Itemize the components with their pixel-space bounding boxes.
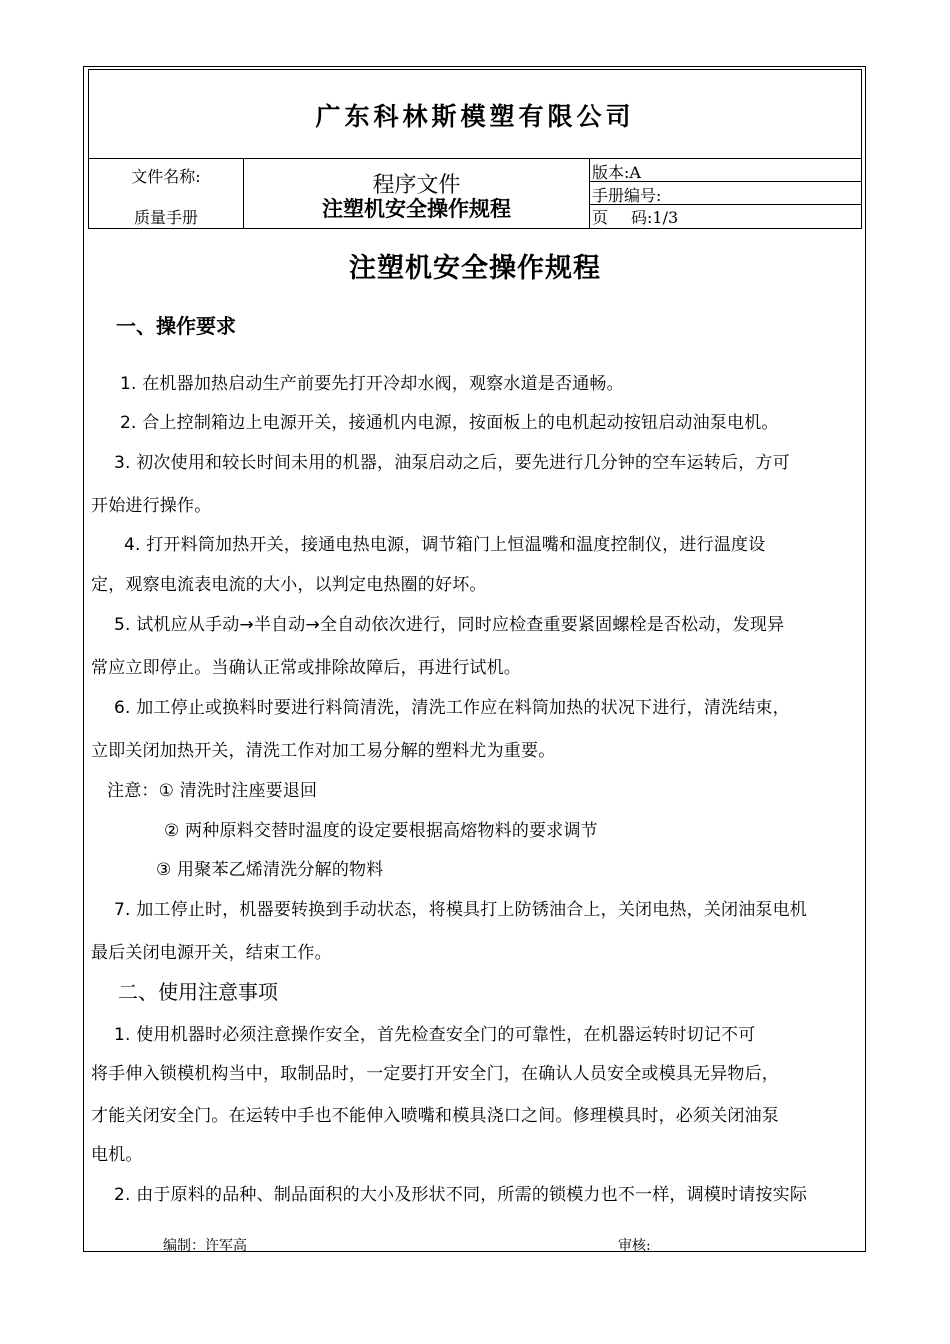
file-name-label: 文件名称:	[131, 167, 201, 186]
file-name-value: 质量手册	[133, 208, 198, 227]
doc-type: 程序文件	[372, 173, 461, 198]
section1-line: 立即关闭加热开关，清洗工作对加工易分解的塑料尤为重要。	[91, 741, 556, 761]
section1-line: 2. 合上控制箱边上电源开关，接通机内电源，按面板上的电机起动按钮启动油泵电机。	[120, 413, 779, 433]
section1-line: 4. 打开料筒加热开关，接通电热电源，调节箱门上恒温嘴和温度控制仪，进行温度设	[124, 535, 766, 555]
note-item: ③ 用聚苯乙烯清洗分解的物料	[156, 860, 384, 880]
section1-line: 3. 初次使用和较长时间未用的机器，油泵启动之后，要先进行几分钟的空车运转后，方可	[114, 453, 790, 473]
footer-reviewer: 审核:	[618, 1238, 651, 1254]
company-name: 广东科林斯模塑有限公司	[315, 101, 635, 131]
document-title: 注塑机安全操作规程	[349, 253, 601, 284]
section1-line: 定，观察电流表电流的大小，以判定电热圈的好坏。	[91, 575, 487, 595]
page-code: 码:1/3	[631, 208, 679, 227]
section2-line: 将手伸入锁模机构当中，取制品时，一定要打开安全门，在确认人员安全或模具无异物后，	[91, 1064, 779, 1084]
note-item: ② 两种原料交替时温度的设定要根据高熔物料的要求调节	[164, 821, 598, 841]
section1-line: 6. 加工停止或换料时要进行料筒清洗，清洗工作应在料筒加热的状况下进行，清洗结束，	[114, 698, 790, 718]
section2-line: 才能关闭安全门。在运转中手也不能伸入喷嘴和模具浇口之间。修理模具时，必须关闭油泵	[91, 1106, 779, 1126]
section2-line: 2. 由于原料的品种、制品面积的大小及形状不同，所需的锁模力也不一样，调模时请按实际	[114, 1185, 808, 1205]
section1-line: 开始进行操作。	[91, 496, 212, 516]
doc-subtitle: 注塑机安全操作规程	[322, 196, 511, 221]
section1-line: 1. 在机器加热启动生产前要先打开冷却水阀，观察水道是否通畅。	[120, 374, 624, 394]
manual-number: 手册编号:	[592, 186, 662, 205]
section2-heading: 二、使用注意事项	[118, 980, 278, 1004]
section1-line: 7. 加工停止时，机器要转换到手动状态，将模具打上防锈油合上，关闭电热，关闭油泵电机	[114, 900, 808, 920]
page-label: 页	[592, 208, 609, 227]
section2-line: 电机。	[91, 1145, 143, 1165]
section1-line: 最后关闭电源开关，结束工作。	[91, 943, 332, 963]
section2-line: 1. 使用机器时必须注意操作安全，首先检查安全门的可靠性，在机器运转时切记不可	[114, 1025, 756, 1045]
note-heading: 注意：① 清洗时注座要退回	[107, 781, 318, 801]
footer-editor: 编制：许军高	[163, 1238, 247, 1254]
section1-heading: 一、操作要求	[116, 314, 236, 338]
section1-line: 常应立即停止。当确认正常或排除故障后，再进行试机。	[91, 658, 521, 678]
header-col-divider-2	[589, 158, 590, 229]
version: 版本:A	[592, 163, 641, 182]
section1-line: 5. 试机应从手动→半自动→全自动依次进行，同时应检查重要紧固螺栓是否松动，发现异	[114, 615, 785, 635]
